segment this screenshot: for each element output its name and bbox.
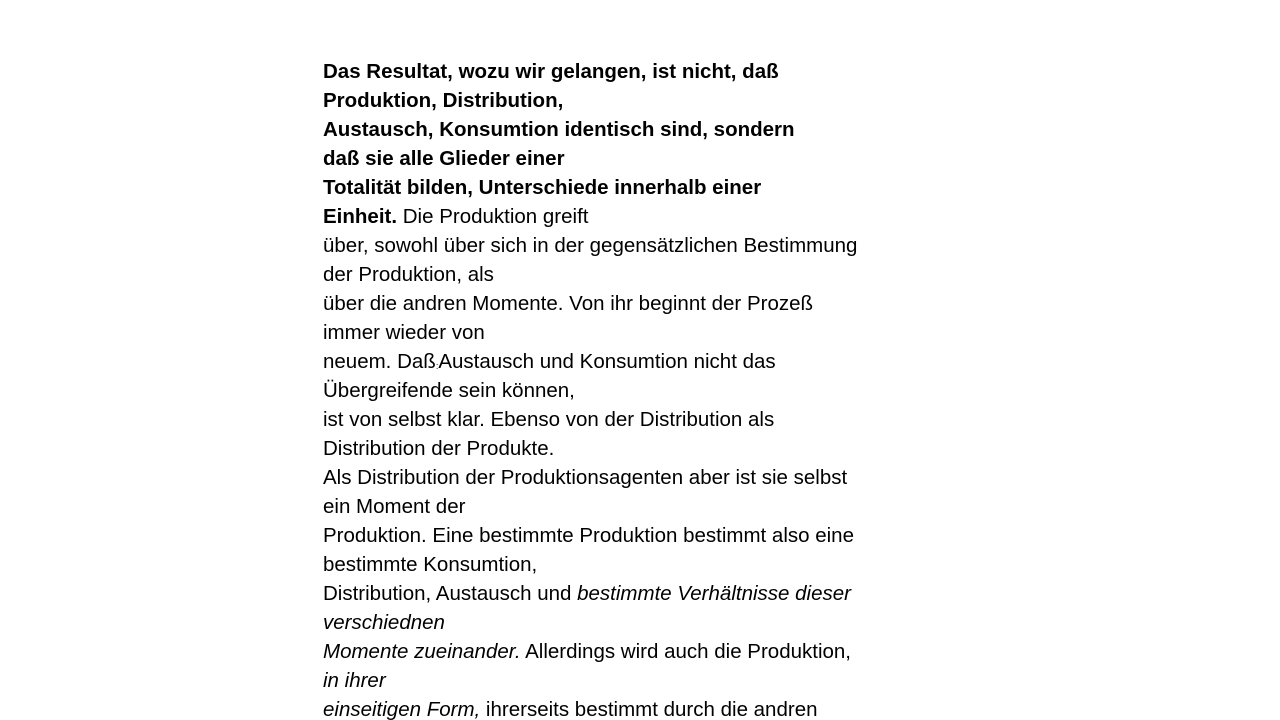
text-segment: ist von selbst klar. Ebenso von der Distribution als [323, 408, 775, 431]
text-line [323, 405, 953, 434]
text-segment: neuem. Daß [323, 350, 436, 373]
text-line [323, 463, 953, 492]
text-segment: in ihrer [323, 669, 386, 692]
text-segment: : [435, 361, 439, 371]
text-segment: Allerdings wird auch die Produktion, [520, 640, 851, 663]
text-line [323, 202, 953, 231]
text-line [323, 86, 953, 115]
text-segment: Austausch, Konsumtion identisch sind, sondern [323, 118, 795, 141]
text-line [323, 376, 953, 405]
text-segment: ihrerseits bestimmt durch die andren [480, 698, 818, 720]
text-segment: Produktion, Distribution, [323, 89, 564, 112]
text-segment: bestimmte Konsumtion, [323, 553, 538, 576]
text-line [323, 144, 953, 173]
document-text [323, 57, 953, 720]
text-line [323, 318, 953, 347]
text-line [323, 579, 953, 608]
text-segment: über, sowohl über sich in der gegensätzlichen Bestimmung [323, 234, 858, 257]
text-segment: Einheit. [323, 205, 398, 228]
text-segment: Die Produktion greift [397, 205, 589, 228]
text-line [323, 231, 953, 260]
text-segment: Übergreifende sein können, [323, 379, 575, 402]
text-line [323, 521, 953, 550]
text-line [323, 347, 953, 376]
text-segment: Das Resultat, wozu wir gelangen, ist nicht, daß [323, 60, 779, 83]
text-line [323, 608, 953, 637]
text-segment: verschiednen [323, 611, 445, 634]
text-line [323, 695, 953, 720]
text-line [323, 115, 953, 144]
text-segment: Distribution, Austausch und [323, 582, 578, 605]
text-segment: Distribution der Produkte. [323, 437, 555, 460]
text-line [323, 57, 953, 86]
text-segment: bestimmte Verhältnisse dieser [577, 582, 851, 605]
text-segment: Produktion. Eine bestimmte Produktion bestimmt also eine [323, 524, 854, 547]
text-line [323, 260, 953, 289]
text-segment: Austausch und Konsumtion nicht das [438, 350, 776, 373]
text-segment: Als Distribution der Produktionsagenten aber ist sie selbst [323, 466, 848, 489]
text-segment: Momente zueinander. [323, 640, 521, 663]
text-segment: über die andren Momente. Von ihr beginnt der Prozeß [323, 292, 814, 315]
text-segment: ein Moment der [323, 495, 466, 518]
text-segment: einseitigen Form, [323, 698, 481, 720]
text-line [323, 492, 953, 521]
text-segment: immer wieder von [323, 321, 485, 344]
text-line [323, 173, 953, 202]
text-segment: daß sie alle Glieder einer [323, 147, 565, 170]
text-line [323, 289, 953, 318]
text-segment: Totalität bilden, Unterschiede innerhalb einer [323, 176, 762, 199]
text-segment: der Produktion, als [323, 263, 494, 286]
text-line [323, 666, 953, 695]
text-line [323, 637, 953, 666]
text-line [323, 550, 953, 579]
text-line [323, 434, 953, 463]
